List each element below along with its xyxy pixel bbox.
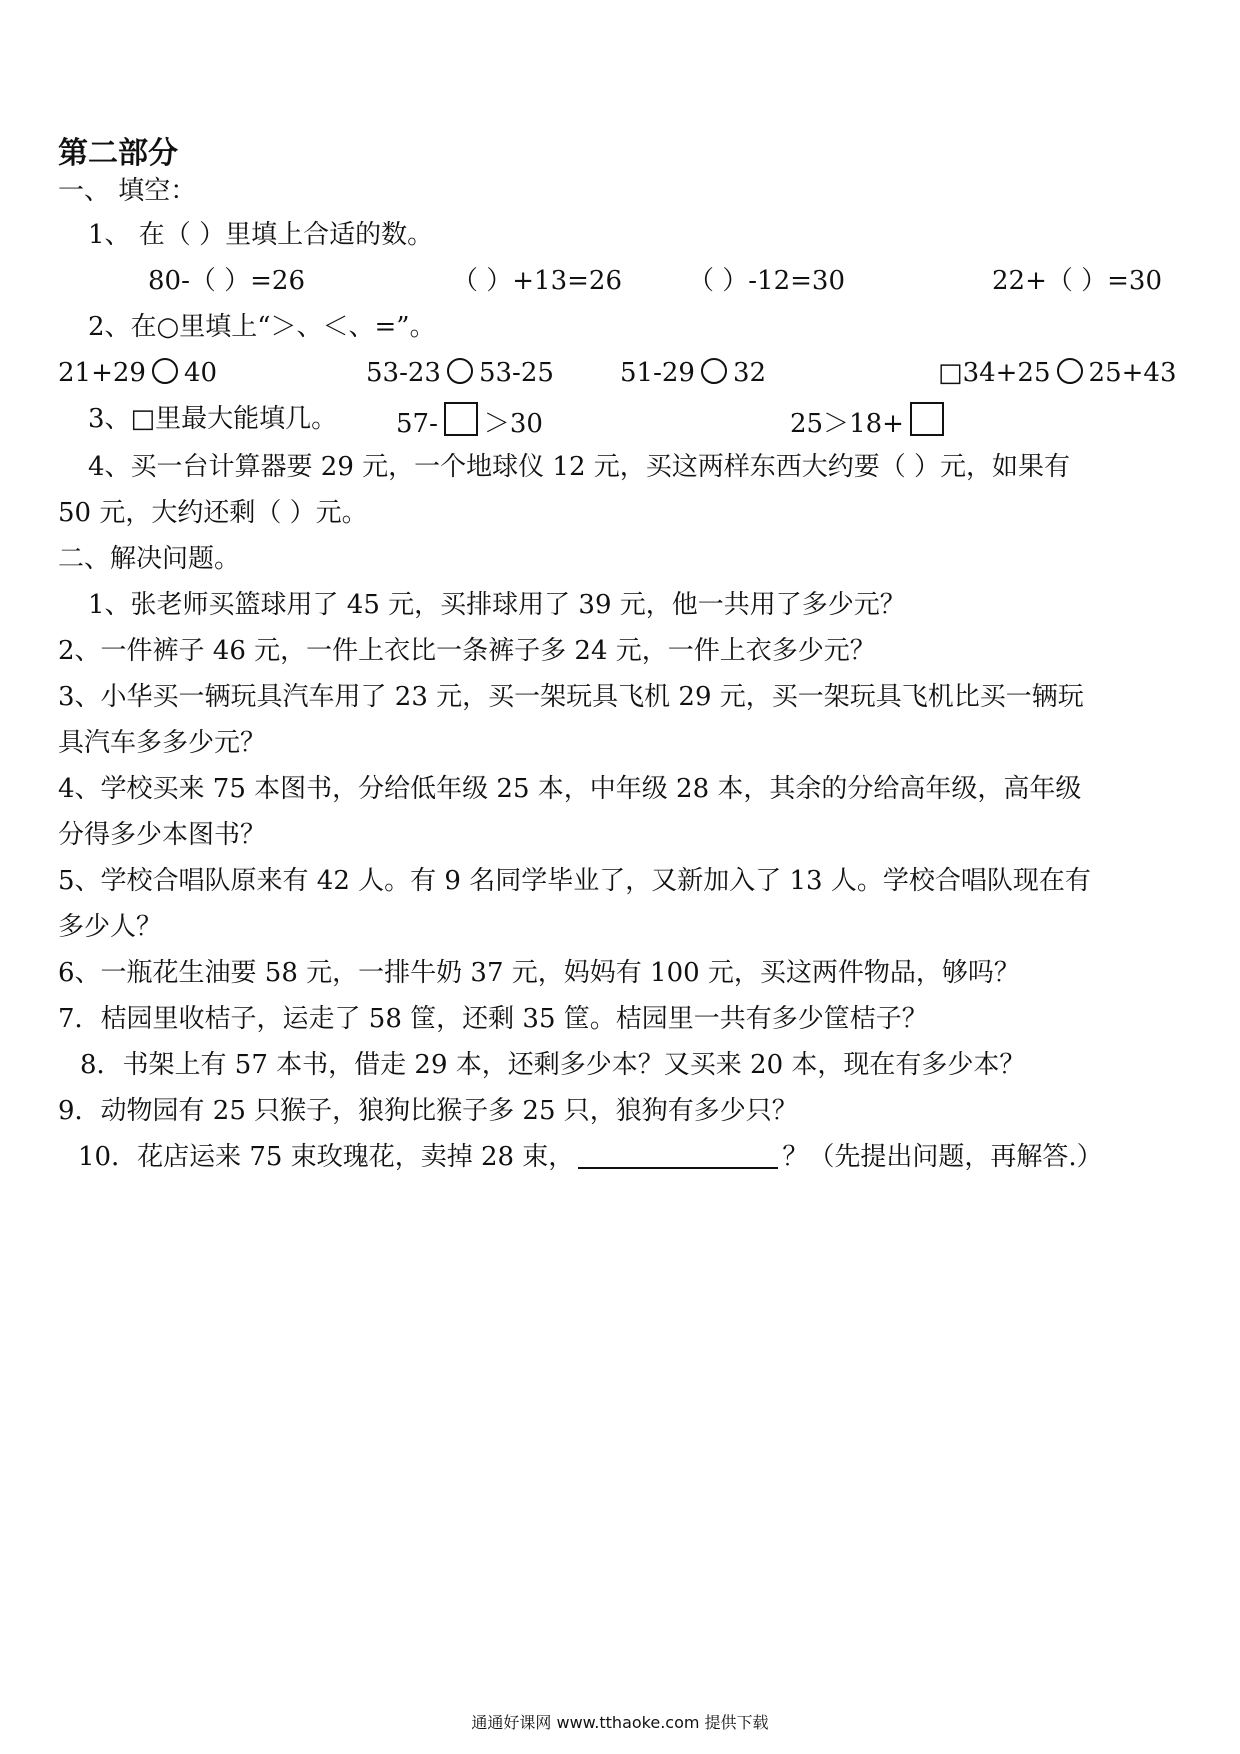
q3-a-right: ＞30 xyxy=(483,409,543,439)
problem-3-line-1: 3、小华买一辆玩具汽车用了 23 元，买一架玩具飞机 29 元，买一架玩具飞机比买一辆玩 xyxy=(58,682,1084,712)
q2-item-2 xyxy=(366,356,554,390)
q2-item-1 xyxy=(58,356,217,390)
section2-heading: 二、解决问题。 xyxy=(58,544,241,574)
problem-8: 8．书架上有 57 本书，借走 29 本，还剩多少本？又买来 20 本，现在有多少本？ xyxy=(80,1050,1026,1080)
q1-item-3: （ ）-12=30 xyxy=(688,266,846,296)
problem-4-line-2: 分得多少本图书？ xyxy=(58,820,267,850)
q3-item-b xyxy=(790,402,950,441)
q1-item-2: （ ）+13=26 xyxy=(452,266,623,296)
problem-6: 6、一瓶花生油要 58 元，一排牛奶 37 元，妈妈有 100 元，买这两件物品，够吗？ xyxy=(58,958,1020,988)
question-blank[interactable] xyxy=(578,1141,778,1169)
q2-item-1-left: 21+29 xyxy=(58,358,146,388)
q3-item-a xyxy=(396,402,543,441)
section1-heading: 一、 填空： xyxy=(58,176,197,206)
q2-item-4 xyxy=(938,356,1176,390)
problem-1: 1、张老师买篮球用了 45 元，买排球用了 39 元，他一共用了多少元？ xyxy=(88,590,906,620)
problem-5-line-1: 5、学校合唱队原来有 42 人。有 9 名同学毕业了，又新加入了 13 人。学校合唱队现在有 xyxy=(58,866,1091,896)
q3-prompt: 3、□里最大能填几。 xyxy=(88,404,338,434)
page-title: 第二部分 xyxy=(58,136,178,171)
compare-circle[interactable] xyxy=(447,358,473,384)
problem-9: 9．动物园有 25 只猴子，狼狗比猴子多 25 只，狼狗有多少只？ xyxy=(58,1096,798,1126)
q1-item-4: 22+（ ）=30 xyxy=(992,266,1163,296)
q3-a-left: 57- xyxy=(396,409,438,439)
problem-7: 7．桔园里收桔子，运走了 58 筐，还剩 35 筐。桔园里一共有多少筐桔子？ xyxy=(58,1004,928,1034)
q2-prompt: 2、在○里填上“＞、＜、=”。 xyxy=(88,312,436,342)
q2-item-3-right: 32 xyxy=(732,358,767,388)
answer-box[interactable] xyxy=(910,402,944,436)
compare-circle[interactable] xyxy=(1057,358,1083,384)
q2-item-4-right: 25+43 xyxy=(1088,358,1177,388)
problem-5-line-2: 多少人？ xyxy=(58,912,163,942)
problem-4-line-1: 4、学校买来 75 本图书，分给低年级 25 本，中年级 28 本，其余的分给高年级，高年级 xyxy=(58,774,1082,804)
q3-b-left: 25＞18+ xyxy=(790,409,904,439)
q1-prompt: 1、 在（ ）里填上合适的数。 xyxy=(88,220,434,250)
problem-3-line-2: 具汽车多多少元？ xyxy=(58,728,267,758)
problem-2: 2、一件裤子 46 元，一件上衣比一条裤子多 24 元，一件上衣多少元？ xyxy=(58,636,876,666)
problem-10 xyxy=(78,1140,1103,1174)
q2-item-2-right: 53-25 xyxy=(478,358,554,388)
problem-10-suffix: ？（先提出问题，再解答.） xyxy=(782,1142,1103,1172)
footer-credit: 通通好课网 www.tthaoke.com 提供下载 xyxy=(471,1713,769,1732)
compare-circle[interactable] xyxy=(152,358,178,384)
answer-box[interactable] xyxy=(444,402,478,436)
q2-item-1-right: 40 xyxy=(183,358,218,388)
q4-line-2: 50 元，大约还剩（ ）元。 xyxy=(58,498,368,528)
q2-item-4-left: □34+25 xyxy=(938,358,1051,388)
q2-item-3 xyxy=(620,356,766,390)
q2-item-2-left: 53-23 xyxy=(366,358,441,388)
problem-10-text: 10．花店运来 75 束玫瑰花，卖掉 28 束， xyxy=(78,1142,575,1172)
compare-circle[interactable] xyxy=(701,358,727,384)
q4-line-1: 4、买一台计算器要 29 元，一个地球仪 12 元，买这两样东西大约要（ ）元，如果有 xyxy=(88,452,1071,482)
q2-item-3-left: 51-29 xyxy=(620,358,695,388)
q1-item-1: 80-（ ）=26 xyxy=(148,266,306,296)
